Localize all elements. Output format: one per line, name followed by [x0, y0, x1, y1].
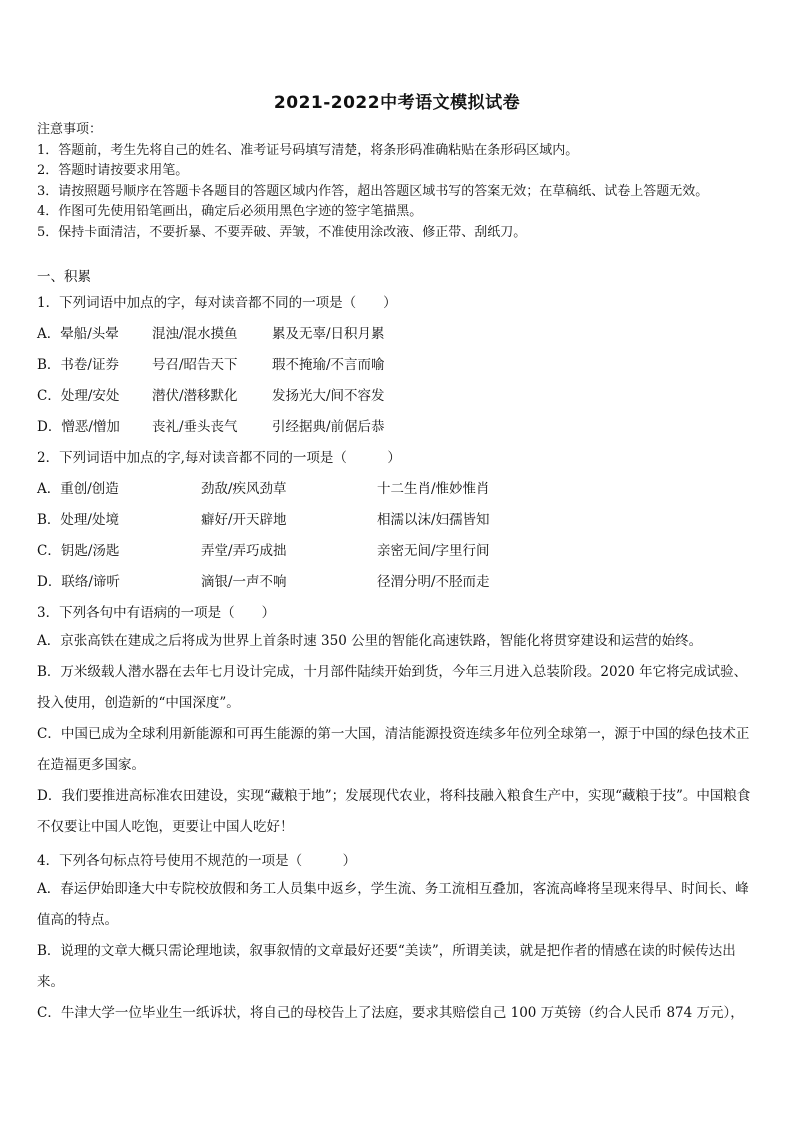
question-2-option-a [37, 477, 490, 497]
notice-heading: 注意事项： [37, 122, 103, 137]
notice-block [37, 120, 767, 243]
question-1-option-d [37, 415, 385, 435]
option-part: 滴银/一声不响 [201, 574, 287, 590]
option-part: B．处理/处境 [37, 512, 119, 528]
option-part: D．憎恶/憎加 [37, 419, 120, 435]
option-part: 劲敌/疾风劲草 [201, 481, 287, 497]
option-part: 丧礼/垂头丧气 [152, 419, 238, 435]
option-part: 累及无辜/日积月累 [272, 326, 385, 342]
option-part: 发扬光大/间不容发 [272, 388, 385, 404]
option-part: 径渭分明/不胫而走 [377, 574, 490, 590]
question-1-stem: 1．下列词语中加点的字，每对读音都不同的一项是（ ） [37, 295, 397, 311]
option-part: 潜伏/潜移默化 [152, 388, 238, 404]
option-part: 引经据典/前倨后恭 [272, 419, 385, 435]
question-3-option-c: C．中国已成为全球利用新能源和可再生能源的第一大国，清洁能源投资连续多年位列全球第一，源于中国的绿色技术正在造福更多国家。 [37, 726, 750, 773]
question-3-stem: 3．下列各句中有语病的一项是（ ） [37, 605, 276, 621]
option-part: 亲密无间/字里行间 [377, 543, 490, 559]
option-part: C．钥匙/汤匙 [37, 543, 120, 559]
notice-item: 1．答题前，考生先将自己的姓名、准考证号码填写清楚，将条形码准确粘贴在条形码区域内。 [37, 142, 579, 158]
option-part: C．处理/安处 [37, 388, 120, 404]
page-title: 2021-2022中考语文模拟试卷 [273, 93, 521, 113]
notice-item: 2．答题时请按要求用笔。 [37, 163, 189, 178]
section-heading: 一、积累 [37, 269, 91, 285]
option-part: A．晕船/头晕 [37, 326, 119, 342]
notice-item: 4．作图可先使用铅笔画出，确定后必须用黑色字迹的签字笔描黑。 [37, 204, 423, 219]
question-3-option-b: B．万米级载人潜水器在去年七月设计完成，十月部件陆续开始到货，今年三月进入总装阶段。2020 年它将完成试验、投入使用，创造新的“中国深度”。 [37, 664, 748, 711]
option-part: D．联络/谛听 [37, 574, 120, 590]
notice-item: 5．保持卡面清洁，不要折暴、不要弄破、弄皱，不准使用涂改液、修正带、刮纸刀。 [37, 224, 527, 240]
option-part: 混浊/混水摸鱼 [152, 326, 238, 342]
question-2-stem: 2．下列词语中加点的字,每对读音都不同的一项是（ ） [37, 450, 401, 466]
question-2-option-b [37, 508, 490, 528]
option-part: 号召/昭告天下 [152, 357, 238, 373]
notice-item: 3．请按照题号顺序在答题卡各题目的答题区域内作答，超出答题区域书写的答案无效；在草稿纸、试卷上答题无效。 [37, 183, 709, 199]
option-part: 弄堂/弄巧成拙 [201, 543, 287, 559]
question-4-option-b: B．说理的文章大概只需论理地读，叙事叙情的文章最好还要“美读”，所谓美读，就是把作者的情感在读的时候传达出来。 [37, 943, 736, 990]
question-1-option-a [37, 322, 385, 342]
question-3-option-d: D．我们要推进高标准农田建设，实现“藏粮于地”；发展现代农业，将科技融入粮食生产中，实现“藏粮于技”。中国粮食不仅要让中国人吃饱，更要让中国人吃好！ [37, 788, 751, 835]
option-part: 相濡以沫/妇孺皆知 [377, 512, 490, 528]
question-2-option-d [37, 570, 490, 590]
question-4-option-a: A．春运伊始即逢大中专院校放假和务工人员集中返乡，学生流、务工流相互叠加，客流高峰将呈现来得早、时间长、峰值高的特点。 [37, 881, 749, 928]
option-part: 癖好/开天辟地 [201, 512, 287, 528]
option-part: A．重创/创造 [37, 481, 119, 497]
option-part: B．书卷/证券 [37, 357, 119, 373]
question-1-option-b [37, 353, 385, 373]
question-4-option-c: C．牛津大学一位毕业生一纸诉状，将自己的母校告上了法庭，要求其赔偿自己 100 万英镑（约合人民币 874 万元）， [37, 1005, 744, 1021]
option-part: 瑕不掩瑜/不言而喻 [272, 357, 385, 373]
question-1-option-c [37, 384, 385, 404]
question-2-option-c [37, 539, 490, 559]
question-3-option-a: A．京张高铁在建成之后将成为世界上首条时速 350 公里的智能化高速铁路，智能化将贯穿建设和运营的始终。 [37, 633, 703, 649]
option-part: 十二生肖/惟妙惟肖 [377, 481, 490, 497]
question-4-stem: 4．下列各句标点符号使用不规范的一项是（ ） [37, 853, 357, 869]
